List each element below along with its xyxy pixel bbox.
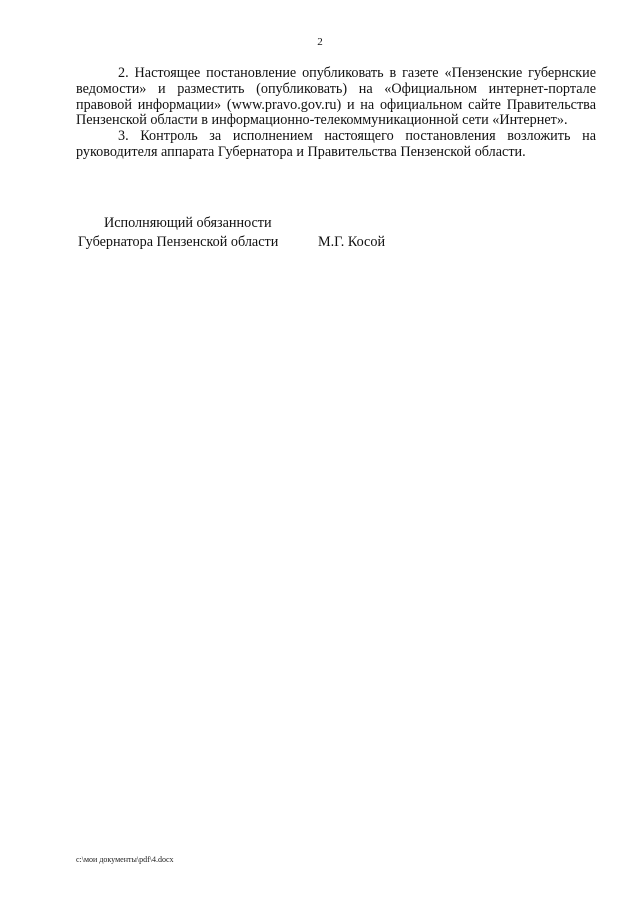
page-number: 2 bbox=[317, 36, 323, 48]
paragraph-line: правовой информации» (www.pravo.gov.ru) и на официальном сайте Правительства bbox=[76, 96, 596, 113]
paragraph-publication bbox=[76, 66, 596, 129]
paragraph-line: Пензенской области в информационно-телекоммуникационной сети «Интернет». bbox=[76, 112, 568, 129]
paragraph-line: ведомости» и разместить (опубликовать) на «Официальном интернет-портале bbox=[76, 80, 596, 97]
paragraph-line: руководителя аппарата Губернатора и Правительства Пензенской области. bbox=[76, 143, 526, 160]
document-body bbox=[76, 66, 596, 161]
footer-file-path: c:\мои документы\pdf\4.docx bbox=[76, 855, 174, 864]
signatory-name: М.Г. Косой bbox=[318, 234, 386, 250]
paragraph-line: 3. Контроль за исполнением настоящего постановления возложить на bbox=[118, 128, 596, 145]
signatory-title-line1: Исполняющий обязанности bbox=[104, 215, 272, 231]
paragraph-line: 2. Настоящее постановление опубликовать в газете «Пензенские губернские bbox=[118, 65, 596, 81]
signatory-title-line2: Губернатора Пензенской области bbox=[78, 234, 279, 250]
paragraph-control bbox=[76, 129, 596, 161]
